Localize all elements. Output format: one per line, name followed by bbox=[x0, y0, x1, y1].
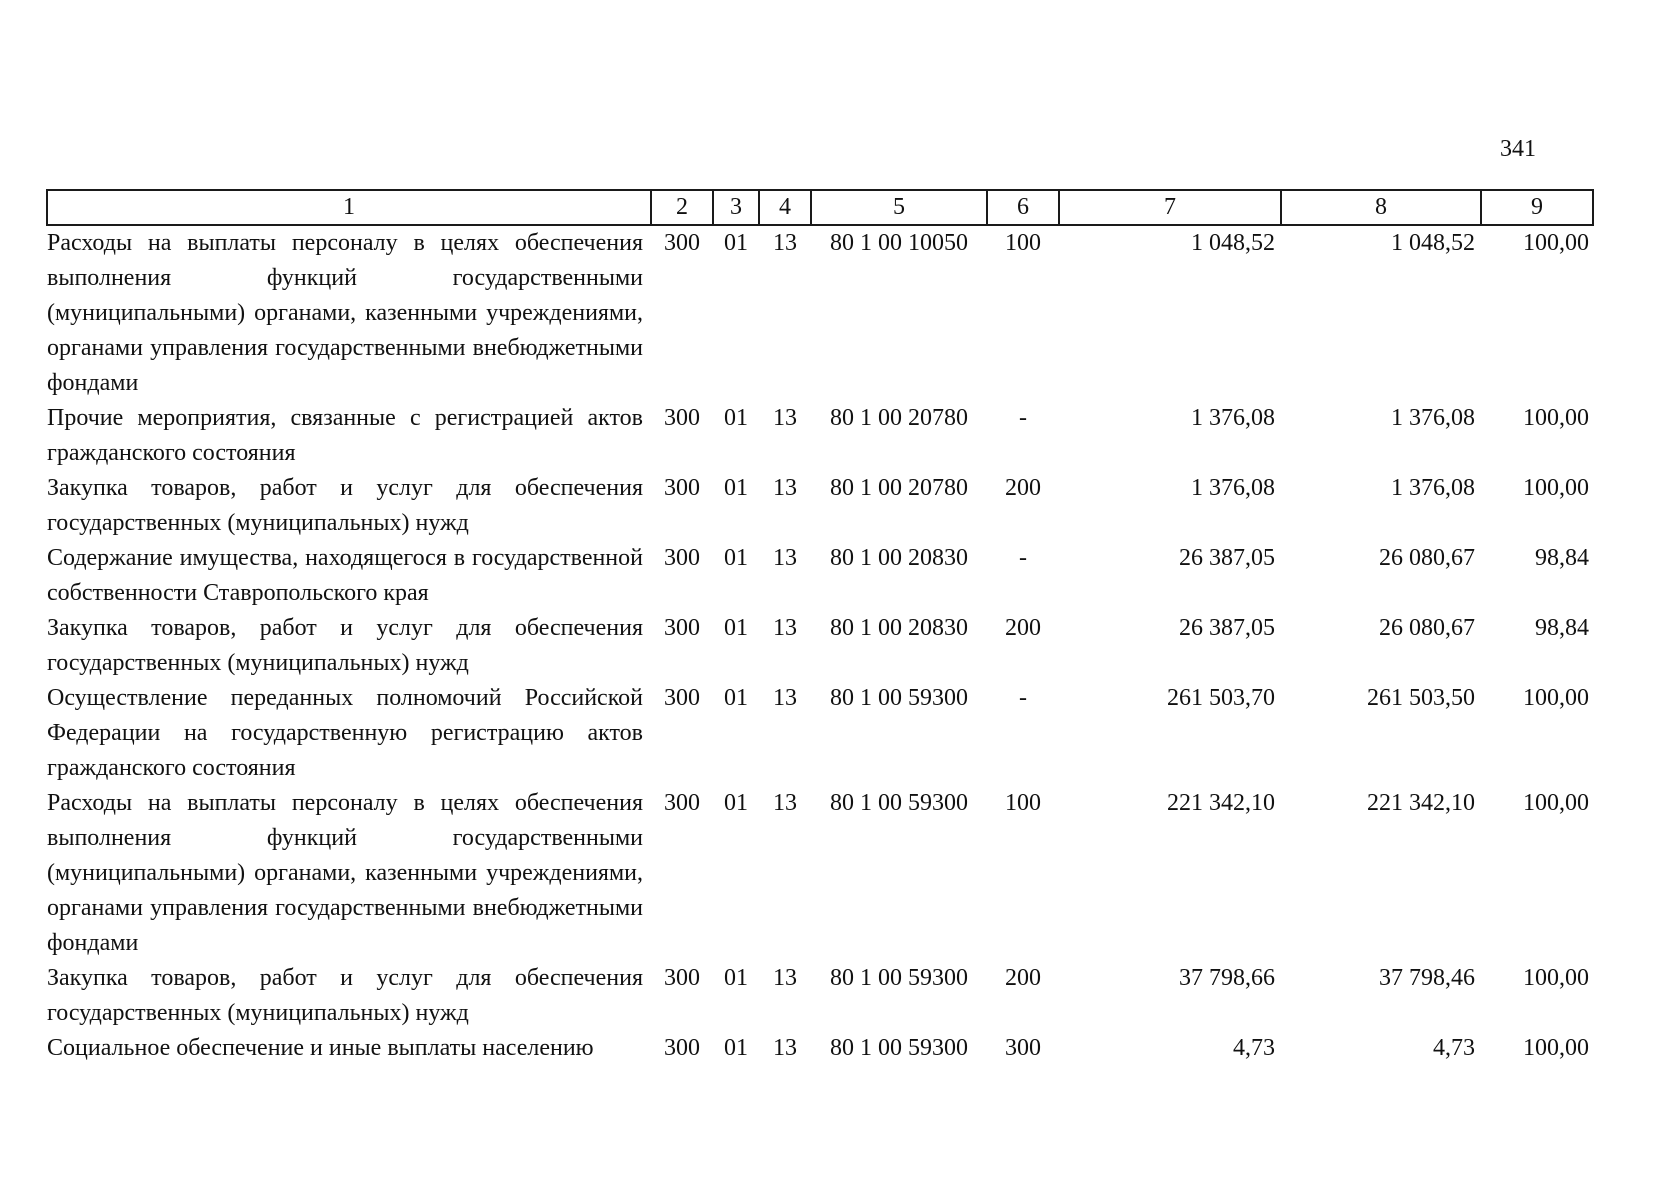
row-name: Осуществление переданных полномочий Российской Федерации на государственную регистрацию актов гражданского состояния bbox=[47, 685, 643, 781]
row-col-6: - bbox=[1019, 545, 1027, 571]
table-row bbox=[47, 961, 1593, 1031]
row-col-8: 1 048,52 bbox=[1391, 230, 1475, 256]
table-row bbox=[47, 786, 1593, 961]
row-col-4: 13 bbox=[773, 405, 797, 431]
row-col-6: 100 bbox=[1005, 790, 1041, 816]
row-col-4: 13 bbox=[773, 685, 797, 711]
row-col-7: 4,73 bbox=[1233, 1035, 1275, 1061]
row-col-4: 13 bbox=[773, 230, 797, 256]
row-col-5: 80 1 00 59300 bbox=[830, 965, 968, 991]
header-cell-2: 2 bbox=[651, 190, 713, 225]
row-col-7: 26 387,05 bbox=[1179, 545, 1275, 571]
row-col-6: 200 bbox=[1005, 615, 1041, 641]
row-col-7: 261 503,70 bbox=[1167, 685, 1275, 711]
row-col-9: 100,00 bbox=[1523, 405, 1589, 431]
row-col-2: 300 bbox=[664, 405, 700, 431]
row-col-6: 200 bbox=[1005, 475, 1041, 501]
row-col-8: 37 798,46 bbox=[1379, 965, 1475, 991]
row-col-4: 13 bbox=[773, 545, 797, 571]
row-col-3: 01 bbox=[724, 790, 748, 816]
row-col-7: 1 376,08 bbox=[1191, 405, 1275, 431]
row-col-2: 300 bbox=[664, 545, 700, 571]
row-col-2: 300 bbox=[664, 615, 700, 641]
row-col-2: 300 bbox=[664, 965, 700, 991]
row-col-7: 37 798,66 bbox=[1179, 965, 1275, 991]
row-name: Расходы на выплаты персоналу в целях обеспечения выполнения функций государственными (муниципальными) органами, казенными учреждениями, органами управления государственными внебюджетными фондами bbox=[47, 790, 643, 956]
row-col-7: 26 387,05 bbox=[1179, 615, 1275, 641]
row-col-5: 80 1 00 20780 bbox=[830, 405, 968, 431]
row-name: Содержание имущества, находящегося в государственной собственности Ставропольского края bbox=[47, 545, 643, 606]
row-col-9: 100,00 bbox=[1523, 230, 1589, 256]
header-cell-5: 5 bbox=[811, 190, 987, 225]
row-col-4: 13 bbox=[773, 965, 797, 991]
row-name: Прочие мероприятия, связанные с регистрацией актов гражданского состояния bbox=[47, 405, 643, 466]
table-row bbox=[47, 225, 1593, 401]
row-col-6: 100 bbox=[1005, 230, 1041, 256]
row-col-4: 13 bbox=[773, 615, 797, 641]
row-col-9: 98,84 bbox=[1535, 545, 1589, 571]
row-col-3: 01 bbox=[724, 545, 748, 571]
header-cell-3: 3 bbox=[713, 190, 759, 225]
row-col-2: 300 bbox=[664, 475, 700, 501]
row-col-7: 1 048,52 bbox=[1191, 230, 1275, 256]
table-body bbox=[47, 225, 1593, 1066]
row-col-5: 80 1 00 59300 bbox=[830, 1035, 968, 1061]
row-col-8: 221 342,10 bbox=[1367, 790, 1475, 816]
row-col-3: 01 bbox=[724, 615, 748, 641]
row-col-2: 300 bbox=[664, 230, 700, 256]
table-row bbox=[47, 471, 1593, 541]
table-row bbox=[47, 401, 1593, 471]
row-col-6: 300 bbox=[1005, 1035, 1041, 1061]
row-col-9: 100,00 bbox=[1523, 965, 1589, 991]
row-col-9: 100,00 bbox=[1523, 475, 1589, 501]
row-col-7: 221 342,10 bbox=[1167, 790, 1275, 816]
header-row bbox=[47, 190, 1593, 225]
row-col-3: 01 bbox=[724, 405, 748, 431]
row-col-6: - bbox=[1019, 685, 1027, 711]
header-cell-8: 8 bbox=[1281, 190, 1481, 225]
table-header bbox=[47, 190, 1593, 225]
header-cell-4: 4 bbox=[759, 190, 811, 225]
row-col-8: 1 376,08 bbox=[1391, 475, 1475, 501]
header-cell-7: 7 bbox=[1059, 190, 1281, 225]
row-col-2: 300 bbox=[664, 685, 700, 711]
row-name: Расходы на выплаты персоналу в целях обеспечения выполнения функций государственными (муниципальными) органами, казенными учреждениями, органами управления государственными внебюджетными фондами bbox=[47, 230, 643, 396]
row-col-6: - bbox=[1019, 405, 1027, 431]
table-row bbox=[47, 541, 1593, 611]
row-col-4: 13 bbox=[773, 1035, 797, 1061]
row-col-8: 26 080,67 bbox=[1379, 615, 1475, 641]
row-col-3: 01 bbox=[724, 965, 748, 991]
table-row bbox=[47, 1031, 1593, 1066]
header-cell-9: 9 bbox=[1481, 190, 1593, 225]
row-col-3: 01 bbox=[724, 685, 748, 711]
row-name: Закупка товаров, работ и услуг для обеспечения государственных (муниципальных) нужд bbox=[47, 965, 643, 1026]
table-row bbox=[47, 611, 1593, 681]
row-col-5: 80 1 00 10050 bbox=[830, 230, 968, 256]
row-col-4: 13 bbox=[773, 790, 797, 816]
row-col-5: 80 1 00 20830 bbox=[830, 615, 968, 641]
row-name: Закупка товаров, работ и услуг для обеспечения государственных (муниципальных) нужд bbox=[47, 475, 643, 536]
row-col-3: 01 bbox=[724, 230, 748, 256]
row-name: Социальное обеспечение и иные выплаты населению bbox=[47, 1035, 594, 1061]
row-col-5: 80 1 00 20830 bbox=[830, 545, 968, 571]
row-col-9: 100,00 bbox=[1523, 790, 1589, 816]
row-col-6: 200 bbox=[1005, 965, 1041, 991]
row-col-9: 100,00 bbox=[1523, 1035, 1589, 1061]
row-col-5: 80 1 00 59300 bbox=[830, 790, 968, 816]
row-col-3: 01 bbox=[724, 475, 748, 501]
table-row bbox=[47, 681, 1593, 786]
row-col-3: 01 bbox=[724, 1035, 748, 1061]
row-name: Закупка товаров, работ и услуг для обеспечения государственных (муниципальных) нужд bbox=[47, 615, 643, 676]
row-col-8: 26 080,67 bbox=[1379, 545, 1475, 571]
row-col-4: 13 bbox=[773, 475, 797, 501]
row-col-9: 100,00 bbox=[1523, 685, 1589, 711]
page-number: 341 bbox=[1500, 136, 1536, 162]
row-col-2: 300 bbox=[664, 790, 700, 816]
row-col-2: 300 bbox=[664, 1035, 700, 1061]
row-col-7: 1 376,08 bbox=[1191, 475, 1275, 501]
header-cell-1: 1 bbox=[47, 190, 651, 225]
row-col-9: 98,84 bbox=[1535, 615, 1589, 641]
row-col-5: 80 1 00 20780 bbox=[830, 475, 968, 501]
row-col-8: 4,73 bbox=[1433, 1035, 1475, 1061]
row-col-8: 261 503,50 bbox=[1367, 685, 1475, 711]
header-cell-6: 6 bbox=[987, 190, 1059, 225]
row-col-8: 1 376,08 bbox=[1391, 405, 1475, 431]
row-col-5: 80 1 00 59300 bbox=[830, 685, 968, 711]
budget-table bbox=[46, 189, 1594, 1066]
